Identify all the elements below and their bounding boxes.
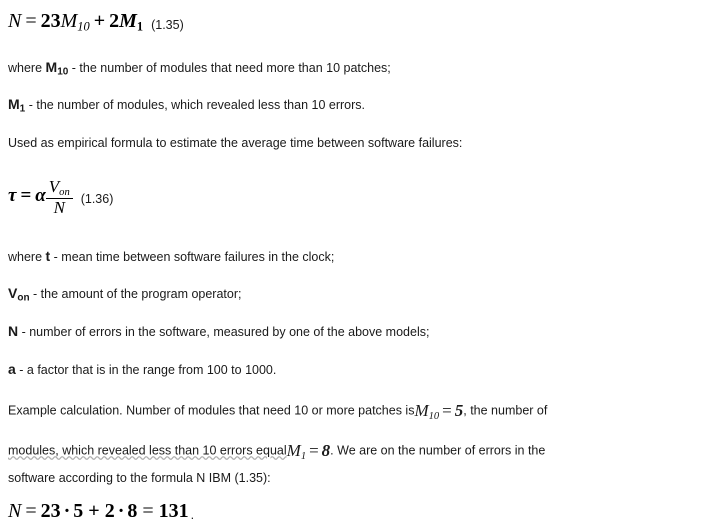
formula-result-eq-2: =	[142, 500, 154, 522]
formula-1-35-plus: +	[93, 10, 106, 32]
formula-block-1-36	[8, 178, 113, 217]
definition-tau-text: - mean time between software failures in the clock;	[50, 250, 335, 264]
formula-1-36-numerator-sub: оп	[59, 186, 70, 198]
definition-von-symbol: V	[8, 285, 18, 301]
definition-von	[8, 284, 241, 305]
formula-result-d: 8	[127, 500, 138, 522]
example-inline-m1-sub: 1	[300, 450, 307, 462]
example-part-1: Example calculation. Number of modules that need 10 or more patches is	[8, 403, 415, 418]
example-part-4: . We are on the number of errors in the	[330, 443, 546, 458]
example-inline-formula-m10	[414, 401, 463, 420]
example-part-3: modules, which revealed less than 10 errors equal	[8, 443, 287, 458]
formula-1-36-expression	[8, 177, 114, 217]
formula-1-36-denominator: N	[46, 198, 73, 217]
example-inline-m1-val: 8	[321, 441, 331, 460]
definition-m10-symbol: M	[45, 59, 58, 75]
definition-m1	[8, 95, 365, 116]
formula-result-lhs: N	[8, 500, 22, 522]
formula-1-36-alpha: α	[35, 185, 46, 207]
example-part-2: , the number of	[463, 403, 548, 418]
formula-1-35-var1: M	[60, 10, 78, 32]
example-inline-m10-var: M	[414, 401, 429, 420]
definition-a-text: - a factor that is in the range from 100 to 1000.	[15, 363, 277, 377]
definition-a-symbol: a	[8, 361, 16, 377]
definition-von-symbol-sub: on	[17, 292, 30, 304]
definition-von-text: - the amount of the program operator;	[29, 287, 242, 301]
formula-result-a: 23	[40, 500, 61, 522]
example-inline-formula-m1	[287, 441, 331, 460]
formula-result-dot-2: ·	[117, 500, 125, 522]
formula-result-eq: =	[25, 500, 37, 522]
definition-m10-text: - the number of modules that need more than 10 patches;	[68, 61, 391, 75]
formula-1-36-eq: =	[20, 185, 32, 207]
formula-1-35-var2: M	[119, 10, 137, 32]
definition-tau-symbol: t	[45, 248, 51, 264]
example-line-1	[8, 400, 705, 424]
example-inline-m1-var: M	[286, 441, 301, 460]
formula-1-35-coef1: 23	[40, 10, 61, 32]
example-inline-m10-eq: =	[442, 401, 452, 420]
definition-m1-symbol-sub: 1	[19, 103, 26, 115]
formula-result-plus: +	[88, 500, 100, 522]
definition-n-text: - number of errors in the software, measured by one of the above models;	[18, 325, 430, 339]
formula-result-value: 131	[158, 500, 189, 522]
intro-formula-1-36: Used as empirical formula to estimate the average time between software failures:	[8, 136, 463, 150]
example-inline-m10-val: 5	[454, 401, 464, 420]
definition-m10-symbol-sub: 10	[57, 66, 69, 78]
formula-1-36-numerator-var: V	[48, 177, 60, 196]
definition-tau	[8, 247, 334, 266]
definition-a	[8, 360, 276, 379]
example-inline-m1-eq: =	[309, 441, 319, 460]
example-inline-m10-sub: 10	[428, 410, 440, 422]
formula-result-period: .	[190, 507, 195, 522]
example-line-3: software according to the formula N IBM (1.35):	[8, 471, 271, 485]
formula-1-36-tau: τ	[8, 185, 17, 207]
definition-m1-symbol: M	[8, 96, 20, 112]
formula-result-dot-1: ·	[63, 500, 71, 522]
formula-1-35-number: (1.35)	[151, 17, 184, 32]
formula-result-expression	[8, 500, 194, 522]
definition-m10	[8, 58, 391, 79]
formula-1-36-numerator	[46, 178, 73, 198]
formula-1-35-expression	[8, 10, 184, 32]
definition-n	[8, 322, 429, 341]
formula-1-35-var2-sub: 1	[136, 19, 144, 34]
example-line-2	[8, 440, 705, 464]
definition-m1-text: - the number of modules, which revealed less than 10 errors.	[25, 98, 365, 112]
definition-m10-prefix: where	[8, 61, 46, 75]
definition-tau-prefix: where	[8, 250, 46, 264]
formula-result-b: 5	[73, 500, 84, 522]
formula-1-36-fraction	[46, 178, 73, 217]
formula-1-36-number: (1.36)	[80, 191, 114, 206]
formula-1-35-coef2: 2	[109, 10, 120, 32]
formula-block-1-35	[8, 10, 184, 34]
formula-result-c: 2	[104, 500, 115, 522]
definition-n-symbol: N	[8, 323, 19, 339]
formula-1-35-var1-sub: 10	[77, 19, 90, 34]
formula-1-35-lhs: N	[8, 10, 22, 32]
formula-1-35-eq: =	[25, 10, 37, 32]
formula-block-result	[8, 500, 194, 523]
